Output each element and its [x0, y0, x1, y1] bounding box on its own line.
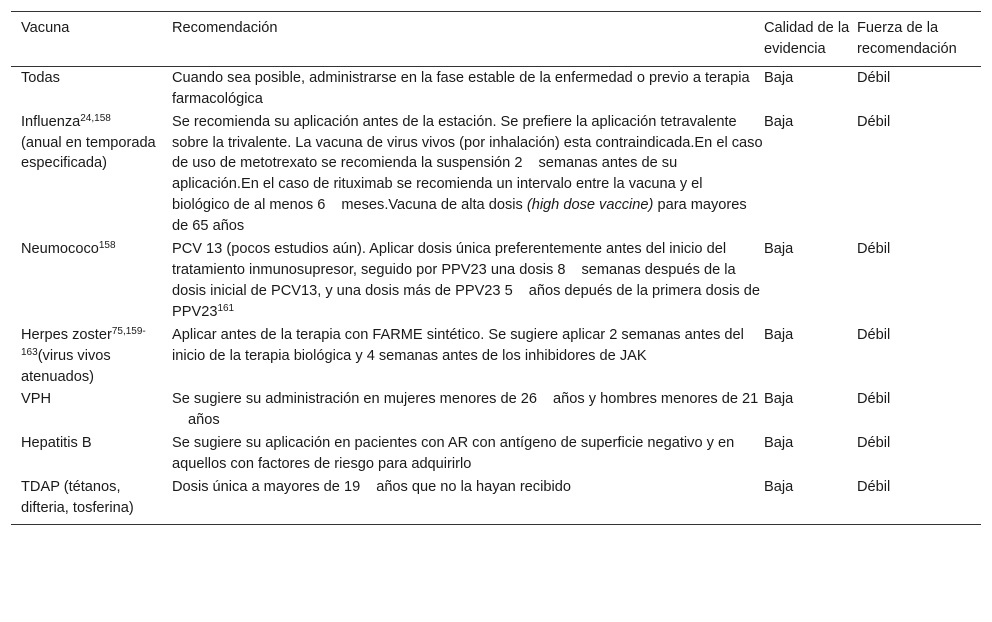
vacuna-note: (anual en temporada especificada) [21, 134, 156, 172]
rec-text: PCV 13 (pocos estudios aún). Aplicar dosis única preferentemente antes del inicio del tratamiento inmunosupresor, seguido por PPV23 una dosis 8 [172, 241, 727, 278]
recomendacion-cell [172, 388, 764, 432]
calidad-cell: Baja [764, 326, 794, 343]
fuerza-cell: Débil [857, 69, 891, 86]
rec-text: Se sugiere su administración en mujeres menores de 26 [172, 391, 538, 408]
reference-superscript: 158 [98, 240, 116, 252]
rec-italic-text: (high dose vaccine) [526, 197, 654, 214]
vacuna-cell: Hepatitis B [21, 435, 92, 452]
header-row [11, 12, 981, 67]
table-row [11, 238, 981, 324]
recomendacion-cell: Aplicar antes de la terapia con FARME sintético. Se sugiere aplicar 2 semanas antes del inicio de la terapia biológica y 4 semanas antes de los inhibidores de JAK [172, 326, 744, 364]
fuerza-cell: Débil [857, 326, 891, 343]
header-recomendacion: Recomendación [172, 12, 764, 67]
header-fuerza: Fuerza de la recomendación [857, 12, 981, 67]
vacuna-cell [11, 324, 172, 389]
vacuna-cell: VPH [21, 391, 52, 408]
rec-text: meses.Vacuna de alta dosis [341, 197, 527, 214]
header-vacuna: Vacuna [11, 12, 172, 67]
table-row [11, 476, 981, 524]
table-row [11, 111, 981, 238]
vacuna-cell [11, 111, 172, 238]
vacuna-name: Influenza [21, 113, 81, 130]
fuerza-cell: Débil [857, 113, 891, 130]
calidad-cell: Baja [764, 69, 794, 86]
vacuna-note: (virus vivos atenuados) [21, 347, 111, 385]
reference-superscript: 24,158 [80, 112, 111, 124]
recomendacion-cell [172, 476, 764, 524]
header-calidad: Calidad de la evidencia [764, 12, 857, 67]
recomendacion-cell: Se sugiere su aplicación en pacientes con AR con antígeno de superficie negativo y en aquellos con factores de riesgo para adquirirlo [172, 435, 735, 473]
rec-text: años depués de la primera dosis de PPV23 [172, 282, 760, 320]
reference-superscript: 161 [217, 302, 235, 314]
rec-text: años que no la hayan recibido [376, 479, 571, 496]
reference-superscript: 75,159-163 [21, 325, 146, 358]
table-row [11, 388, 981, 432]
table-row [11, 324, 981, 389]
fuerza-cell: Débil [857, 435, 891, 452]
vacuna-name: Neumococo [21, 241, 99, 258]
fuerza-cell: Débil [857, 241, 891, 258]
rec-text: Se recomienda su aplicación antes de la estación. Se prefiere la aplicación tetravalente sobre la trivalente. La vacuna de virus vivos (por inhalación) esta contraindicada.En el caso de uso de metotrexato se recomienda la suspensión 2 [172, 113, 763, 172]
vacuna-name: Herpes zoster [21, 326, 112, 343]
vacuna-cell: TDAP (tétanos, difteria, tosferina) [11, 476, 172, 524]
rec-text: años y hombres menores de 21 [553, 391, 759, 408]
table-row [11, 66, 981, 110]
calidad-cell: Baja [764, 391, 794, 408]
calidad-cell: Baja [764, 241, 794, 258]
calidad-cell: Baja [764, 113, 794, 130]
fuerza-cell: Débil [857, 476, 981, 524]
calidad-cell: Baja [764, 435, 794, 452]
vacuna-cell: Todas [21, 69, 60, 86]
vaccine-recommendations-table [11, 11, 981, 525]
recomendacion-cell [172, 238, 764, 324]
recomendacion-cell [172, 111, 764, 238]
rec-text: semanas antes de su aplicación.En el caso de rituximab se recomienda un intervalo entre la vacuna y el biológico de al menos 6 [172, 155, 703, 214]
table-row [11, 432, 981, 476]
recomendacion-cell: Cuando sea posible, administrarse en la fase estable de la enfermedad o previo a terapia farmacológica [172, 69, 750, 107]
rec-text: años [188, 412, 220, 429]
calidad-cell: Baja [764, 476, 857, 524]
fuerza-cell: Débil [857, 391, 891, 408]
rec-text: Dosis única a mayores de 19 [172, 479, 361, 496]
vacuna-cell [11, 238, 172, 324]
rec-text: para mayores de 65 años [172, 197, 747, 235]
rec-text: semanas después de la dosis inicial de PCV13, y una dosis más de PPV23 5 [172, 261, 736, 299]
